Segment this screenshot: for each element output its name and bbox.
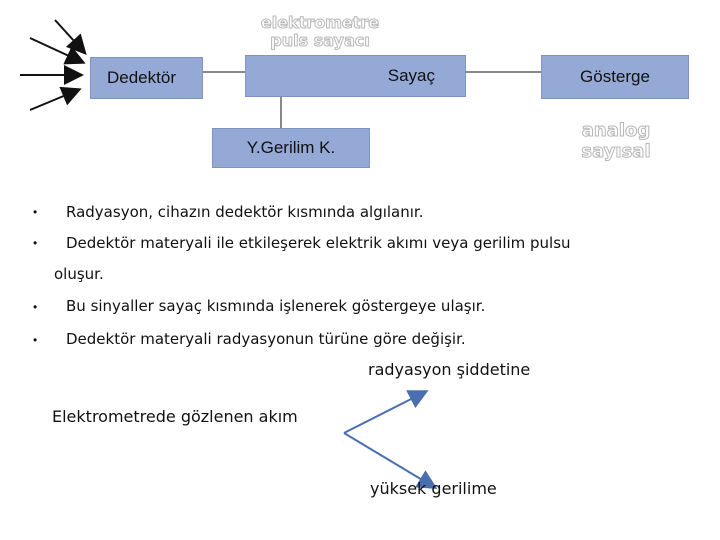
detector-label: Dedektör [107, 68, 176, 87]
counter-box [245, 55, 466, 97]
display-type-analog: analog [581, 120, 651, 141]
display-label: Gösterge [580, 67, 650, 86]
bullet-marker: • [33, 333, 38, 347]
counter-type-electrometer: elektrometre [260, 13, 380, 32]
radiation-arrow-4 [30, 90, 78, 110]
high-voltage-label: Y.Gerilim K. [246, 138, 336, 157]
arrow-to-intensity [344, 392, 425, 433]
bullet-marker: • [33, 300, 38, 314]
counter-types-annotation [258, 14, 382, 51]
detector-box [90, 57, 203, 99]
current-label: Elektrometrede gözlenen akım [52, 407, 298, 426]
high-voltage-box [212, 128, 370, 168]
intensity-label: radyasyon şiddetine [368, 360, 531, 379]
counter-label: Sayaç [387, 66, 435, 85]
bullet-item: Dedektör materyali ile etkileşerek elektrik akımı veya gerilim pulsu [66, 234, 571, 252]
display-type-digital: sayısal [581, 140, 651, 162]
display-box [541, 55, 689, 99]
display-types-annotation [568, 121, 664, 162]
bullet-continuation: oluşur. [54, 265, 104, 283]
voltage-label: yüksek gerilime [370, 479, 497, 498]
bullet-item: Bu sinyaller sayaç kısmında işlenerek göstergeye ulaşır. [66, 297, 486, 315]
bullet-marker: • [33, 205, 38, 219]
bullet-marker: • [33, 236, 38, 250]
bullet-item: Dedektör materyali radyasyonun türüne göre değişir. [66, 330, 466, 348]
radiation-arrow-1 [55, 20, 84, 52]
counter-type-pulse: puls sayacı [270, 31, 370, 51]
bullet-item: Radyasyon, cihazın dedektör kısmında algılanır. [66, 203, 424, 221]
